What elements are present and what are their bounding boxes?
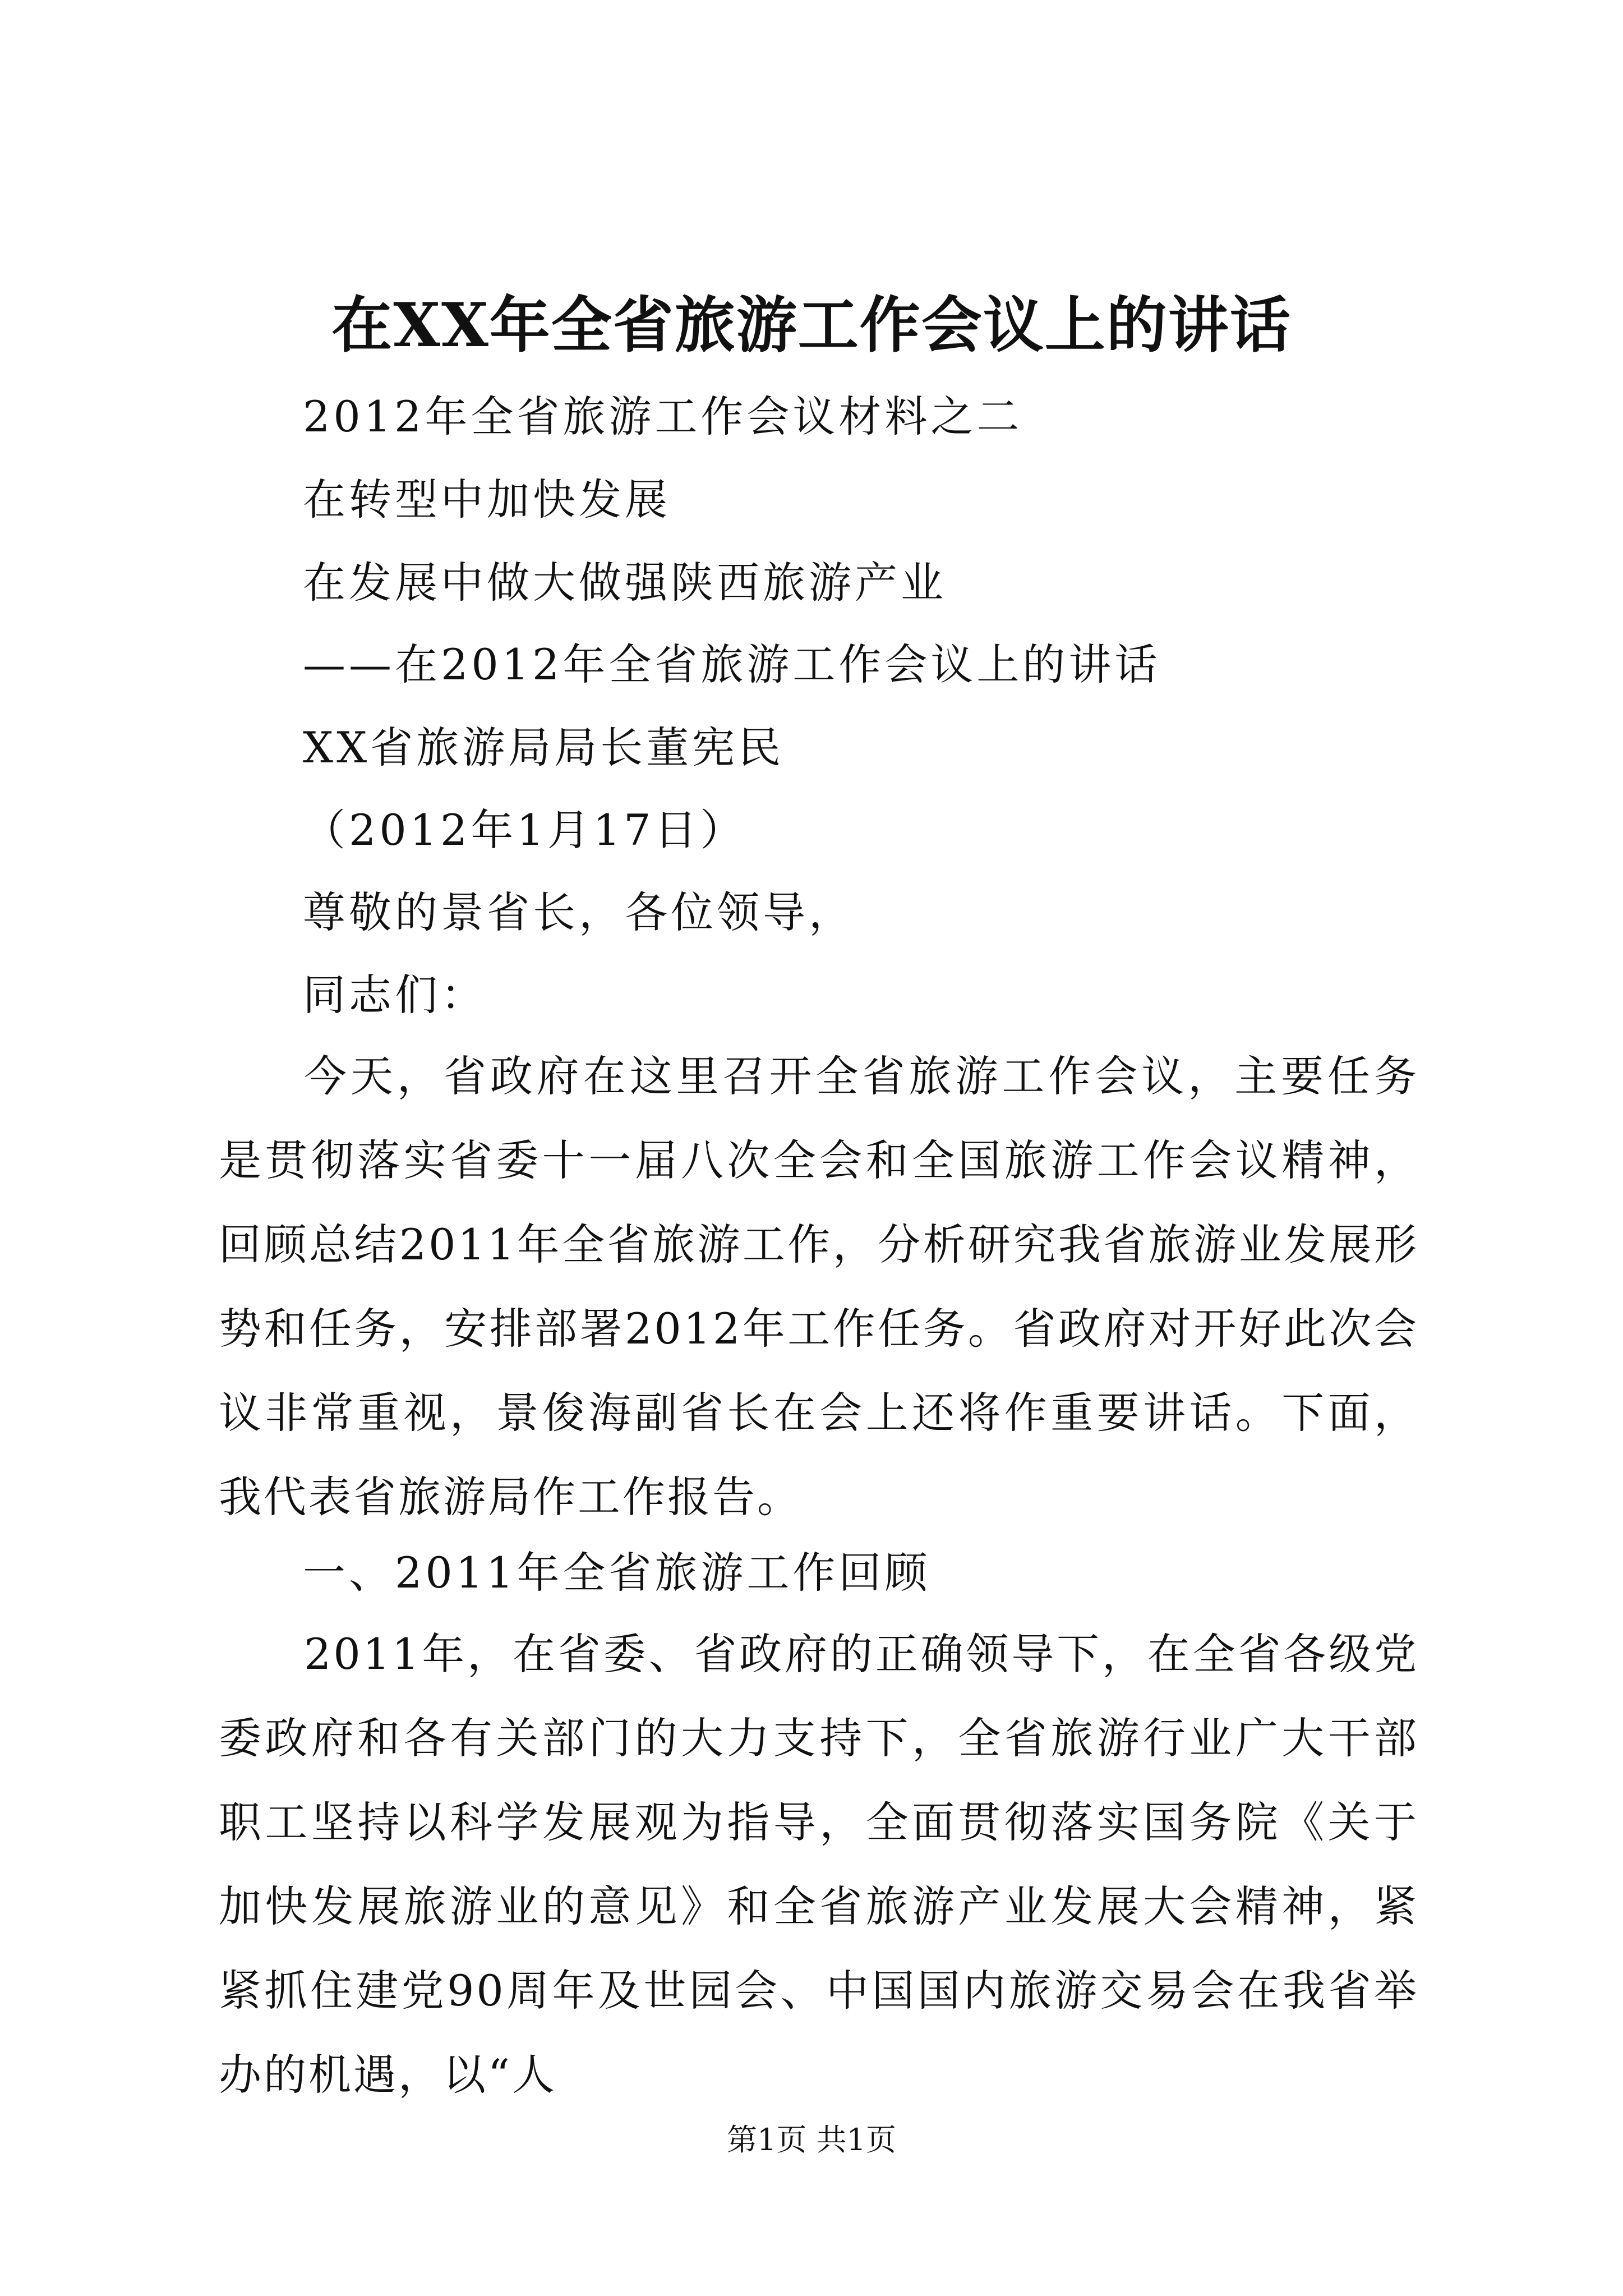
intro-line-greeting: 尊敬的景省长，各位领导， — [303, 887, 855, 937]
body-paragraph-1: 今天，省政府在这里召开全省旅游工作会议，主要任务是贯彻落实省委十一届八次全会和全国旅游工作会议精神，回顾总结2011年全省旅游工作，分析研究我省旅游业发展形势和任务，安排部署2012年工作任务。省政府对开好此次会议非常重视，景俊海副省长在会上还将作重要讲话。下面，我代表省旅游局作工作报告。 — [219, 1051, 1419, 1522]
intro-line-comrades: 同志们： — [303, 970, 487, 1020]
intro-line-subtitle-1: 在转型中加快发展 — [303, 475, 671, 524]
section-heading: 一、2011年全省旅游工作回顾 — [303, 1548, 931, 1598]
intro-line-speaker: XX省旅游局局长董宪民 — [303, 723, 785, 772]
page-footer: 第1页 共1页 — [727, 2122, 896, 2157]
intro-line-date: （2012年1月17日） — [303, 805, 746, 855]
document-title: 在XX年全省旅游工作会议上的讲话 — [331, 290, 1292, 361]
intro-line-materials: 2012年全省旅游工作会议材料之二 — [303, 392, 1023, 441]
body-paragraph-2: 2011年，在省委、省政府的正确领导下，在全省各级党委政府和各有关部门的大力支持下，全省旅游行业广大干部职工坚持以科学发展观为指导，全面贯彻落实国务院《关于加快发展旅游业的意见》和全省旅游产业发展大会精神，紧紧抓住建党90周年及世园会、中国国内旅游交易会在我省举办的机遇，以“人 — [219, 1629, 1419, 2100]
intro-line-speech-title: ——在2012年全省旅游工作会议上的讲话 — [303, 639, 1161, 689]
intro-line-subtitle-2: 在发展中做大做强陕西旅游产业 — [303, 558, 947, 608]
